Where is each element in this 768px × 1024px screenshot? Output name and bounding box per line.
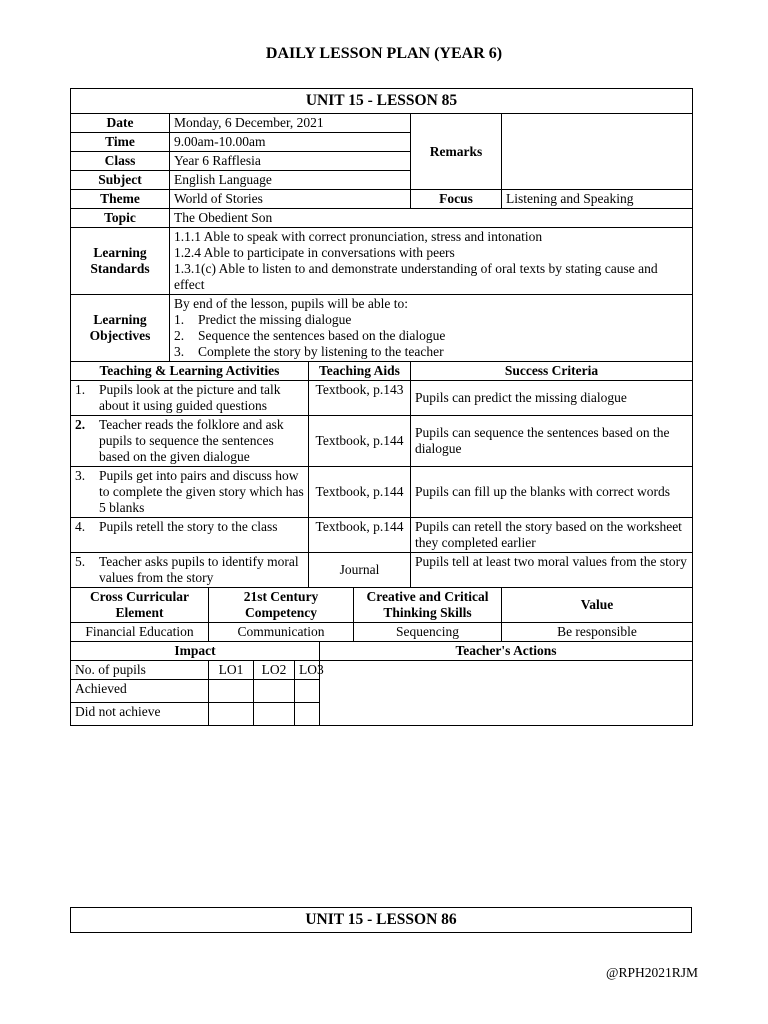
objective-text: Predict the missing dialogue: [198, 312, 352, 327]
activity-text: Pupils retell the story to the class: [99, 519, 278, 534]
criteria-cell: Pupils tell at least two moral values from the story: [411, 553, 693, 588]
lesson-plan-table-85: [70, 88, 693, 726]
achieved-label: Achieved: [71, 680, 209, 703]
objectives-intro: By end of the lesson, pupils will be able to:: [174, 296, 408, 311]
activity-number: 3.: [75, 468, 86, 483]
objectives-list: [174, 312, 688, 360]
lesson-plan-table-86: [70, 907, 692, 933]
lo1-header: LO1: [209, 661, 254, 680]
class-value: Year 6 Rafflesia: [170, 152, 411, 171]
unit-title-86: UNIT 15 - LESSON 86: [71, 908, 692, 933]
focus-value: Listening and Speaking: [502, 190, 693, 209]
objective-item: [174, 328, 688, 344]
ls-label-line2: Standards: [90, 261, 150, 276]
objective-number: 1.: [174, 312, 185, 327]
footer-credit: @RPH2021RJM: [606, 965, 698, 980]
cce-header: Cross Curricular Element: [71, 588, 209, 623]
not-achieved-lo2-cell[interactable]: [254, 703, 295, 726]
teacher-actions-cell[interactable]: [320, 661, 693, 726]
learning-standards: [170, 228, 693, 295]
criteria-cell: Pupils can retell the story based on the worksheet they completed earlier: [411, 518, 693, 553]
objective-text: Sequence the sentences based on the dialogue: [198, 328, 446, 343]
aid-cell: Textbook, p.144: [309, 467, 411, 518]
achieved-lo2-cell[interactable]: [254, 680, 295, 703]
criteria-cell: Pupils can predict the missing dialogue: [411, 381, 693, 416]
standard-item: 1.1.1 Able to speak with correct pronunciation, stress and intonation: [174, 229, 543, 244]
topic-label: Topic: [71, 209, 170, 228]
focus-label: Focus: [411, 190, 502, 209]
learning-objectives-label: [71, 295, 170, 362]
aid-cell: Textbook, p.144: [309, 518, 411, 553]
not-achieved-lo1-cell[interactable]: [209, 703, 254, 726]
time-value: 9.00am-10.00am: [170, 133, 411, 152]
objective-item: [174, 344, 688, 360]
activity-cell: [71, 553, 309, 588]
activity-row: [71, 416, 693, 467]
standard-item: 1.2.4 Able to participate in conversations with peers: [174, 245, 455, 260]
criteria-header: Success Criteria: [411, 362, 693, 381]
activity-row: [71, 553, 693, 588]
ls-label-line1: Learning: [93, 245, 147, 260]
theme-value: World of Stories: [170, 190, 411, 209]
criteria-cell: Pupils can sequence the sentences based on the dialogue: [411, 416, 693, 467]
theme-label: Theme: [71, 190, 170, 209]
objective-number: 3.: [174, 344, 185, 359]
activities-header: Teaching & Learning Activities: [71, 362, 309, 381]
lo-label-line2: Objectives: [89, 328, 151, 343]
achieved-lo1-cell[interactable]: [209, 680, 254, 703]
activity-text: Pupils look at the picture and talk about it using guided questions: [99, 382, 281, 413]
date-label: Date: [71, 114, 170, 133]
standard-item: 1.3.1(c) Able to listen to and demonstrate understanding of oral texts by stating cause and effect: [174, 261, 658, 292]
criteria-cell: Pupils can fill up the blanks with correct words: [411, 467, 693, 518]
cce-value: Financial Education: [71, 623, 209, 642]
not-achieved-label: Did not achieve: [71, 703, 209, 726]
not-achieved-lo3-cell[interactable]: [295, 703, 320, 726]
remarks-value: [502, 114, 693, 190]
aids-header: Teaching Aids: [309, 362, 411, 381]
c21-value: Communication: [209, 623, 354, 642]
date-value: Monday, 6 December, 2021: [170, 114, 411, 133]
cct-header: Creative and Critical Thinking Skills: [354, 588, 502, 623]
activity-cell: [71, 381, 309, 416]
actions-header: Teacher's Actions: [320, 642, 693, 661]
activity-number: 1.: [75, 382, 86, 397]
class-label: Class: [71, 152, 170, 171]
unit-title: UNIT 15 - LESSON 85: [71, 89, 693, 114]
c21-header: 21st Century Competency: [209, 588, 354, 623]
aid-cell: Textbook, p.144: [309, 416, 411, 467]
activity-number: 2.: [75, 417, 86, 432]
activity-number: 4.: [75, 519, 86, 534]
learning-standards-label: [71, 228, 170, 295]
topic-value: The Obedient Son: [170, 209, 693, 228]
achieved-lo3-cell[interactable]: [295, 680, 320, 703]
lo2-header: LO2: [254, 661, 295, 680]
activity-cell: [71, 467, 309, 518]
value-value: Be responsible: [502, 623, 693, 642]
activity-row: [71, 467, 693, 518]
objective-number: 2.: [174, 328, 185, 343]
page-title: DAILY LESSON PLAN (YEAR 6): [265, 45, 503, 62]
cct-value: Sequencing: [354, 623, 502, 642]
impact-header: Impact: [71, 642, 320, 661]
objective-item: [174, 312, 688, 328]
subject-label: Subject: [71, 171, 170, 190]
pupils-label: No. of pupils: [71, 661, 209, 680]
activity-row: [71, 381, 693, 416]
lo-label-line1: Learning: [93, 312, 147, 327]
remarks-label: Remarks: [411, 114, 502, 190]
subject-value: English Language: [170, 171, 411, 190]
time-label: Time: [71, 133, 170, 152]
activity-cell: [71, 416, 309, 467]
activity-cell: [71, 518, 309, 553]
aid-cell: Textbook, p.143: [309, 381, 411, 416]
lo3-header: LO3: [295, 661, 320, 680]
activity-text: Teacher asks pupils to identify moral values from the story: [99, 554, 299, 585]
learning-objectives: [170, 295, 693, 362]
aid-cell: Journal: [309, 553, 411, 588]
value-header: Value: [502, 588, 693, 623]
activity-text: Teacher reads the folklore and ask pupils to sequence the sentences based on the given dialogue: [99, 417, 284, 464]
objective-text: Complete the story by listening to the teacher: [198, 344, 444, 359]
activity-row: [71, 518, 693, 553]
activity-number: 5.: [75, 554, 86, 569]
activity-text: Pupils get into pairs and discuss how to complete the given story which has 5 blanks: [99, 468, 304, 515]
